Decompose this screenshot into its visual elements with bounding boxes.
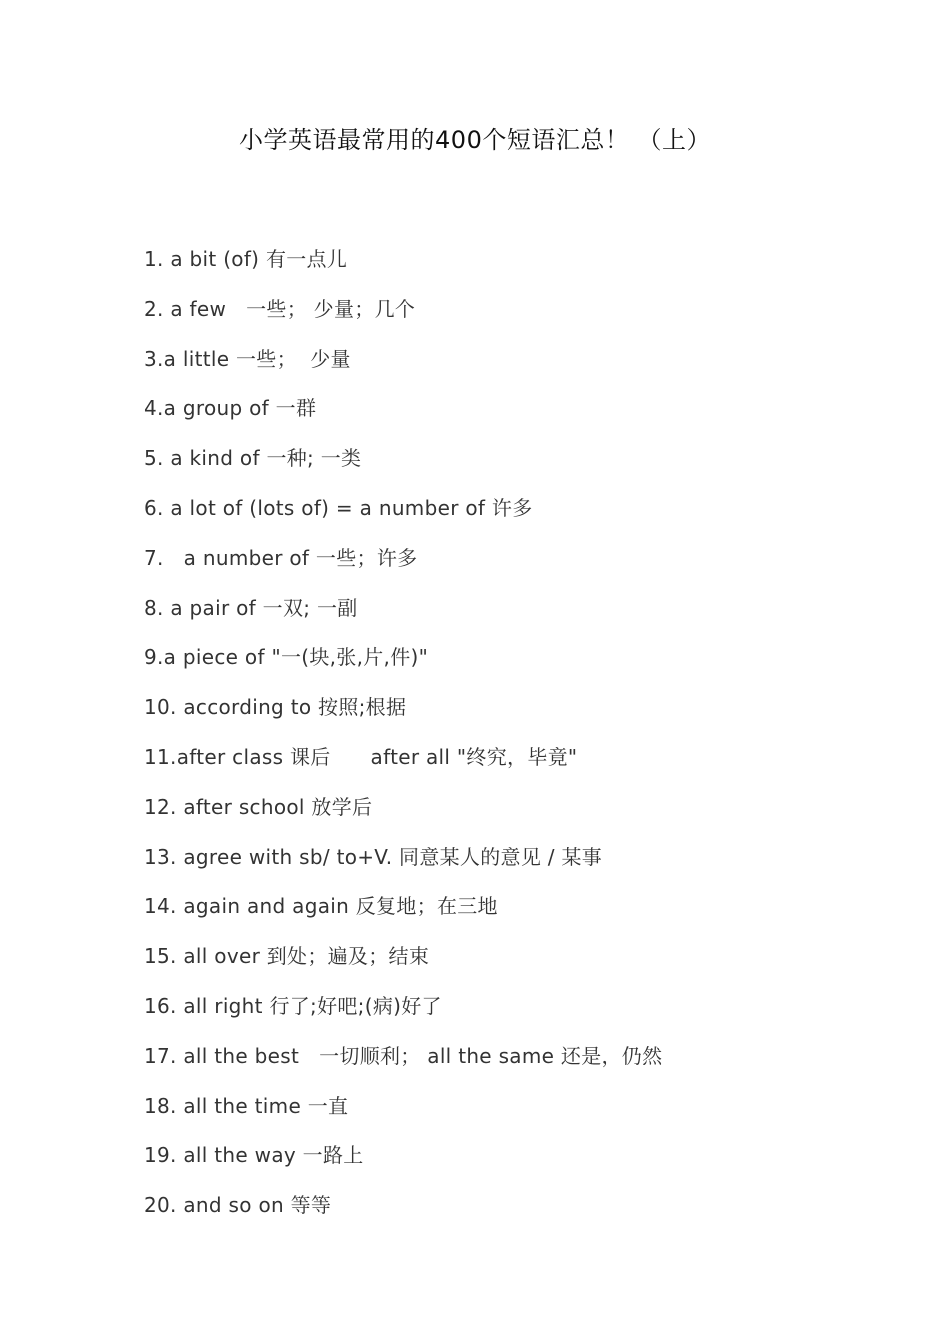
phrase-item-17: 17. all the best 一切顺利； all the same 还是，仍然	[144, 1043, 663, 1068]
phrase-item-8: 8. a pair of 一双; 一副	[144, 595, 358, 620]
phrase-item-11: 11.after class 课后 after all "终究，毕竟"	[144, 744, 578, 769]
phrase-item-13: 13. agree with sb/ to+V. 同意某人的意见 / 某事	[144, 844, 603, 869]
phrase-item-19: 19. all the way 一路上	[144, 1143, 364, 1168]
phrase-item-20: 20. and so on 等等	[144, 1193, 332, 1218]
phrase-item-1: 1. a bit (of) 有一点儿	[144, 247, 348, 271]
phrase-item-16: 16. all right 行了;好吧;(病)好了	[144, 993, 442, 1018]
document-title: 小学英语最常用的400个短语汇总！ （上）	[239, 126, 711, 154]
phrase-item-18: 18. all the time 一直	[144, 1093, 349, 1118]
phrase-item-10: 10. according to 按照;根据	[144, 695, 407, 720]
phrase-item-3: 3.a little 一些； 少量	[144, 346, 351, 371]
phrase-list	[144, 239, 864, 1235]
phrase-item-4: 4.a group of 一群	[144, 396, 317, 421]
phrase-item-2: 2. a few 一些； 少量；几个	[144, 296, 416, 321]
phrase-item-9: 9.a piece of "一(块,张,片,件)"	[144, 645, 429, 670]
phrase-item-7: 7. a number of 一些；许多	[144, 545, 418, 570]
phrase-item-12: 12. after school 放学后	[144, 794, 373, 819]
phrase-item-14: 14. again and again 反复地；在三地	[144, 894, 498, 919]
phrase-item-5: 5. a kind of 一种; 一类	[144, 446, 362, 471]
phrase-item-15: 15. all over 到处；遍及；结束	[144, 944, 430, 969]
phrase-item-6: 6. a lot of (lots of) = a number of 许多	[144, 495, 533, 520]
